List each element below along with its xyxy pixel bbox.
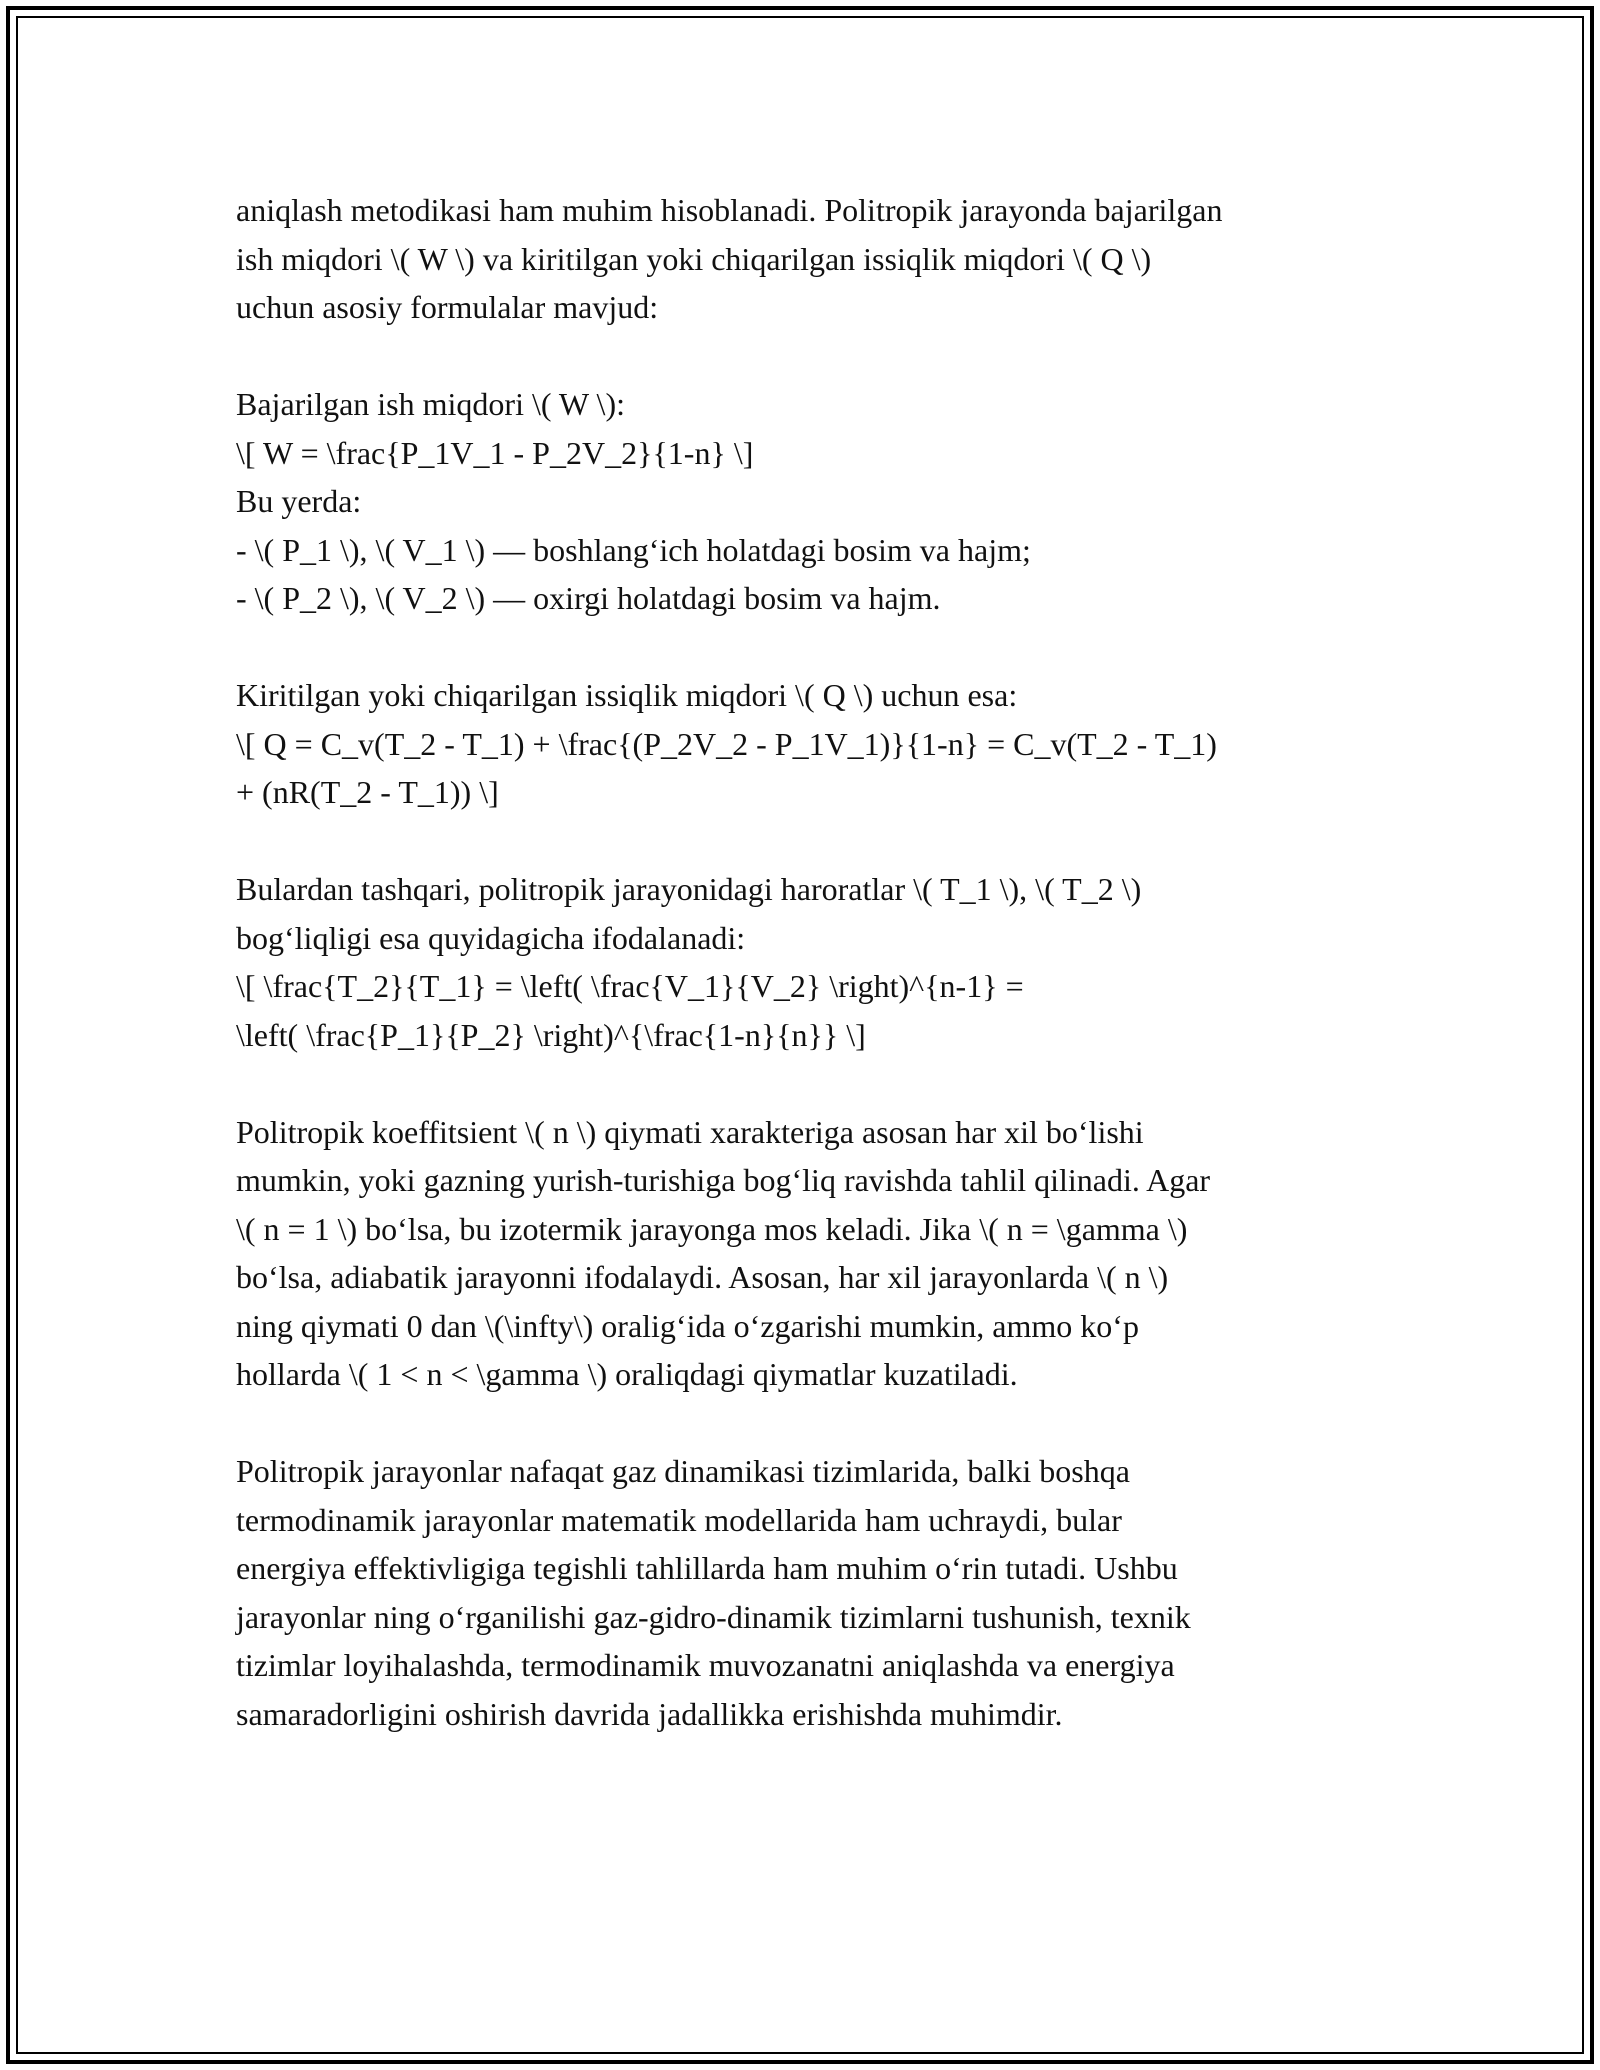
document-body bbox=[236, 186, 1396, 1738]
paragraph-work-formula: Bajarilgan ish miqdori \( W \): \[ W = \frac{P_1V_1 - P_2V_2}{1-n} \] Bu yerda: - \( P_1 \), \( V_1 \) — boshlang‘ich holatdagi bosim va hajm; - \( P_2 \), \( V_2 \) — oxirgi holatdagi bosim va hajm. bbox=[236, 386, 1031, 616]
paragraph-heat-formula: Kiritilgan yoki chiqarilgan issiqlik miqdori \( Q \) uchun esa: \[ Q = C_v(T_2 - T_1) + \frac{(P_2V_2 - P_1V_1)}{1-n} = C_v(T_2 - T_1) + (nR(T_2 - T_1)) \] bbox=[236, 677, 1217, 810]
paragraph-polytropic-coefficient: Politropik koeffitsient \( n \) qiymati xarakteriga asosan har xil bo‘lishi mumkin, yoki gazning yurish-turishiga bog‘liq ravishda tahlil qilinadi. Agar \( n = 1 \) bo‘lsa, bu izotermik jarayonga mos keladi. Jika \( n = \gamma \) bo‘lsa, adiabatik jarayonni ifodalaydi. Asosan, har xil jarayonlarda \( n \) ning qiymati 0 dan \(\infty\) oralig‘ida o‘zgarishi mumkin, ammo ko‘p hollarda \( 1 < n < \gamma \) oraliqdagi qiymatlar kuzatiladi. bbox=[236, 1113, 1211, 1392]
paragraph-intro: aniqlash metodikasi ham muhim hisoblanadi. Politropik jarayonda bajarilgan ish miqdori \( W \) va kiritilgan yoki chiqarilgan issiqlik miqdori \( Q \) uchun asosiy formulalar mavjud: bbox=[236, 192, 1223, 325]
paragraph-temperature-relation: Bulardan tashqari, politropik jarayonidagi haroratlar \( T_1 \), \( T_2 \) bog‘liqligi esa quyidagicha ifodalanadi: \[ \frac{T_2}{T_1} = \left( \frac{V_1}{V_2} \right)^{n-1} = \left( \frac{P_1}{P_2} \right)^{\frac{1-n}{n}} \] bbox=[236, 871, 1142, 1053]
paragraph-conclusion: Politropik jarayonlar nafaqat gaz dinamikasi tizimlarida, balki boshqa termodinamik jarayonlar matematik modellarida ham uchraydi, bular energiya effektivligiga tegishli tahlillarda ham muhim o‘rin tutadi. Ushbu jarayonlar ning o‘rganilishi gaz-gidro-dinamik tizimlarni tushunish, texnik tizimlar loyihalashda, termodinamik muvozanatni aniqlashda va energiya samaradorligini oshirish davrida jadallikka erishishda muhimdir. bbox=[236, 1453, 1191, 1732]
